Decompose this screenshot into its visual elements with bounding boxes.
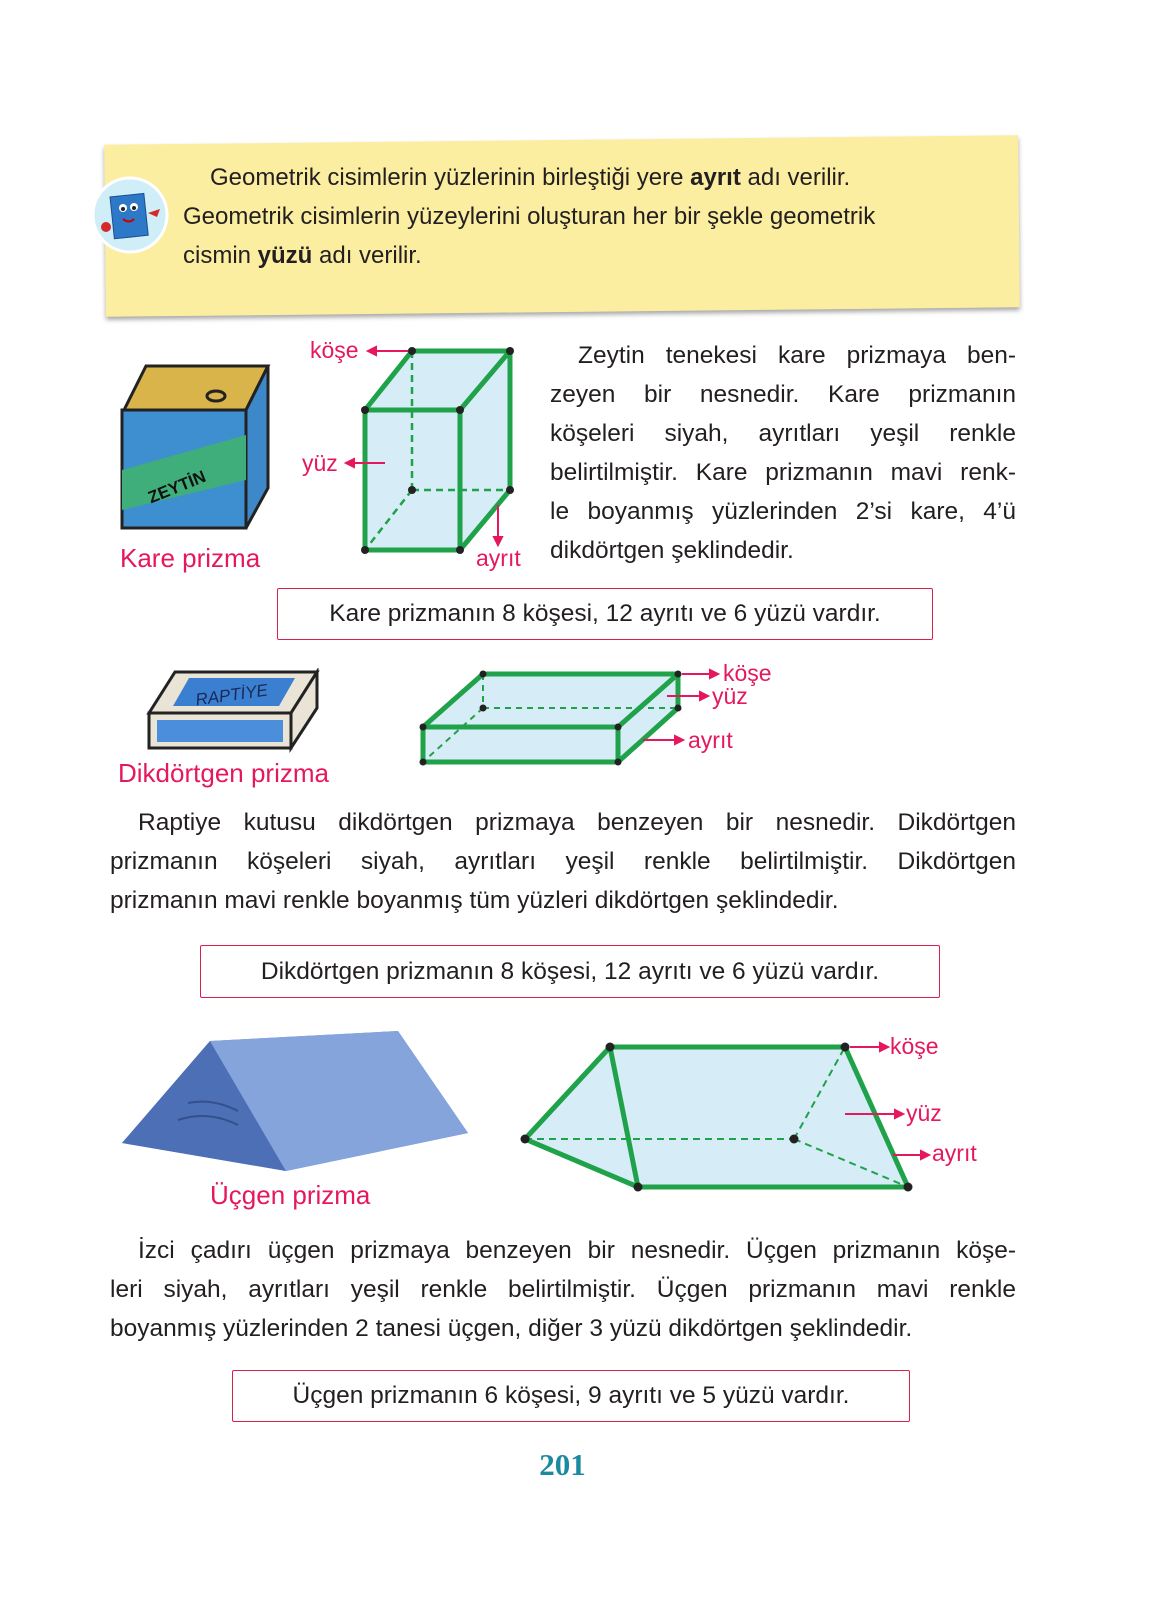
label-vertex: köşe — [890, 1033, 939, 1059]
note-line-3: cismin yüzü adı verilir. — [183, 242, 422, 269]
paragraph-line: boyanmış yüzlerinden 2 tanesi üçgen, diğer 3 yüzü dikdörtgen şeklindedir. — [110, 1315, 913, 1342]
tent-image — [118, 1025, 478, 1180]
box-label: RAPTİYE — [194, 680, 269, 710]
paragraph-line: prizmanın köşeleri siyah, ayrıtları yeşil renkle belirtilmiştir. Dikdörtgen — [110, 848, 1016, 875]
summary-tri-prism: Üçgen prizmanın 6 köşesi, 9 ayrıtı ve 5 yüzü vardır. — [232, 1370, 910, 1422]
olive-can-image — [118, 360, 278, 535]
paragraph-line: prizmanın mavi renkle boyanmış tüm yüzleri dikdörtgen şeklindedir. — [110, 887, 839, 914]
summary-square-prism: Kare prizmanın 8 köşesi, 12 ayrıtı ve 6 yüzü vardır. — [277, 588, 933, 640]
mascot-icon — [90, 175, 180, 255]
paragraph-line: köşeleri siyah, ayrıtları yeşil renkle — [550, 420, 1016, 447]
paragraph-line: leri siyah, ayrıtları yeşil renkle belirtilmiştir. Üçgen prizmanın mavi renkle — [110, 1276, 1016, 1303]
paragraph-line: dikdörtgen şeklindedir. — [550, 537, 794, 564]
label-edge: ayrıt — [932, 1140, 977, 1166]
page-number: 201 — [539, 1447, 586, 1482]
note-line-2: Geometrik cisimlerin yüzeylerini oluşturan her bir şekle geometrik — [183, 203, 876, 230]
label-face: yüz — [712, 683, 748, 709]
caption-rect-prism: Dikdörtgen prizma — [118, 758, 329, 788]
paragraph-line: le boyanmış yüzlerinden 2’si kare, 4’ü — [550, 498, 1016, 525]
paragraph-line: İzci çadırı üçgen prizmaya benzeyen bir nesnedir. Üçgen prizmanın köşe- — [138, 1237, 1016, 1264]
paragraph-line: zeyen bir nesnedir. Kare prizmanın — [550, 381, 1016, 408]
note-line-1: Geometrik cisimlerin yüzlerinin birleştiği yere ayrıt adı verilir. — [210, 164, 851, 191]
label-vertex: köşe — [310, 337, 359, 363]
label-face: yüz — [302, 450, 338, 476]
label-edge: ayrıt — [476, 545, 521, 571]
label-vertex: köşe — [723, 660, 772, 686]
caption-square-prism: Kare prizma — [120, 543, 261, 573]
label-face: yüz — [906, 1100, 942, 1126]
label-edge: ayrıt — [688, 727, 733, 753]
pushpin-box-image — [145, 668, 325, 753]
paragraph-line: Zeytin tenekesi kare prizmaya ben- — [578, 342, 1016, 369]
caption-tri-prism: Üçgen prizma — [210, 1180, 371, 1210]
paragraph-line: Raptiye kutusu dikdörtgen prizmaya benzeyen bir nesnedir. Dikdörtgen — [138, 809, 1016, 836]
paragraph-line: belirtilmiştir. Kare prizmanın mavi renk- — [550, 459, 1016, 486]
summary-rect-prism: Dikdörtgen prizmanın 8 köşesi, 12 ayrıtı ve 6 yüzü vardır. — [200, 945, 940, 998]
can-label: ZEYTİN — [145, 466, 209, 508]
